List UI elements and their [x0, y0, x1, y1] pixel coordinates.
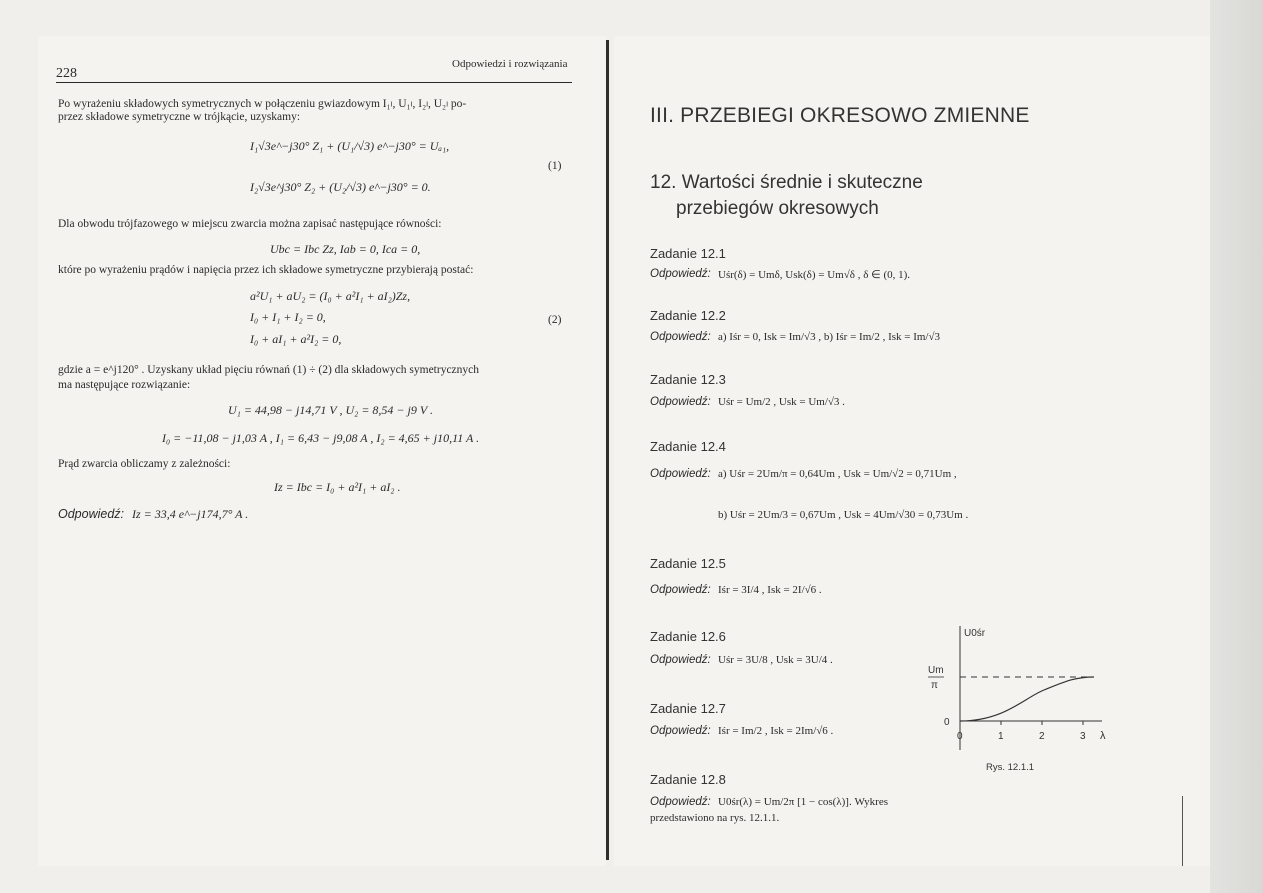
equation-2a: a²U₁ + aU₂ = (I₀ + a²I₁ + aI₂)Zz, — [250, 289, 411, 303]
y-axis-label: U0śr — [964, 628, 986, 639]
response-curve — [960, 677, 1094, 721]
equation-3: Iz = Ibc = I₀ + a²I₁ + aI₂ . — [274, 480, 401, 494]
task-answer: a) Iśr = 0, Isk = Im/√3 , b) Iśr = Im/2 , Isk = Im/√3 — [718, 331, 941, 343]
answer-value: Iz = 33,4 e^−j174,7° A . — [132, 507, 249, 521]
answer-label: Odpowiedź: — [650, 331, 711, 343]
answer-label: Odpowiedź: — [650, 396, 711, 408]
paragraph-1: Po wyrażeniu składowych symetrycznych w połączeniu gwiazdowym I₁ₗ, U₁ₗ, I₂ₗ, U₂ₗ po- — [58, 98, 467, 110]
task-title: Zadanie 12.3 — [650, 372, 726, 387]
task-answer: Iśr = 3I/4 , Isk = 2I/√6 . — [718, 584, 822, 596]
figure-caption: Rys. 12.1.1 — [986, 762, 1035, 773]
page-edge-mark — [1182, 796, 1183, 866]
x-tick-label: 0 — [957, 731, 963, 742]
x-tick-label: 1 — [998, 731, 1004, 742]
running-head: Odpowiedzi i rozwiązania — [452, 58, 568, 70]
answer-label: Odpowiedź: — [650, 584, 711, 596]
level-numerator: Um — [928, 665, 944, 676]
task-title: Zadanie 12.1 — [650, 246, 726, 261]
figure-12-1-1 — [924, 598, 1124, 788]
task-answer: Iśr = Im/2 , Isk = 2Im/√6 . — [718, 725, 834, 737]
task-answer-b: b) Uśr = 2Um/3 = 0,67Um , Usk = 4Um/√30 = 0,73Um . — [718, 509, 969, 521]
task-answer-b: przedstawiono na rys. 12.1.1. — [650, 812, 780, 824]
answer-label: Odpowiedź: — [650, 654, 711, 666]
equation-1a: I₁√3e^−j30° Z₁ + (U₁/√3) e^−j30° = Uₐ₁, — [250, 139, 450, 153]
answer-label: Odpowiedź: — [650, 268, 711, 280]
y-zero-label: 0 — [944, 717, 950, 728]
paragraph-5: Prąd zwarcia obliczamy z zależności: — [58, 458, 231, 470]
task-title: Zadanie 12.4 — [650, 439, 726, 454]
equation-fault: Ubc = Ibc Zz, Iab = 0, Ica = 0, — [270, 242, 421, 256]
paragraph-2: Dla obwodu trójfazowego w miejscu zwarcia można zapisać następujące równości: — [58, 218, 442, 230]
equation-2c: I₀ + aI₁ + a²I₂ = 0, — [250, 332, 342, 346]
section-title-line1: 12. Wartości średnie i skuteczne — [650, 172, 923, 193]
task-title: Zadanie 12.2 — [650, 308, 726, 323]
paragraph-3: które po wyrażeniu prądów i napięcia przez ich składowe symetryczne przybierają postać: — [58, 264, 474, 276]
equation-2-number: (2) — [548, 314, 562, 326]
task-answer: Uśr = Um/2 , Usk = Um/√3 . — [718, 396, 845, 408]
task-title: Zadanie 12.5 — [650, 556, 726, 571]
paragraph-4: gdzie a = e^j120° . Uzyskany układ pięciu równań (1) ÷ (2) dla składowych symetrycznych — [58, 364, 480, 376]
x-tick-label: 3 — [1080, 731, 1086, 742]
equation-2b: I₀ + I₁ + I₂ = 0, — [250, 310, 326, 324]
page-number: 228 — [56, 66, 77, 81]
equation-1b: I₂√3e^j30° Z₂ + (U₂/√3) e^−j30° = 0. — [250, 180, 431, 194]
answer-label: Odpowiedź: — [650, 796, 711, 808]
task-answer: a) Uśr = 2Um/π = 0,64Um , Usk = Um/√2 = 0,71Um , — [718, 468, 957, 480]
paragraph-1b: przez składowe symetryczne w trójkącie, uzyskamy: — [58, 111, 301, 123]
solution-voltages: U₁ = 44,98 − j14,71 V , U₂ = 8,54 − j9 V . — [228, 403, 433, 417]
section-title-line2: przebiegów okresowych — [676, 198, 879, 219]
chapter-title: III. PRZEBIEGI OKRESOWO ZMIENNE — [650, 104, 1030, 127]
task-answer: U0śr(λ) = Um/2π [1 − cos(λ)]. Wykres — [718, 796, 889, 808]
header-rule — [56, 82, 572, 83]
solution-currents: I₀ = −11,08 − j1,03 A , I₁ = 6,43 − j9,08 A , I₂ = 4,65 + j10,11 A . — [162, 431, 480, 445]
task-title: Zadanie 12.8 — [650, 772, 726, 787]
answer-label: Odpowiedź: — [58, 507, 125, 521]
answer-label: Odpowiedź: — [650, 468, 711, 480]
answer-label: Odpowiedź: — [650, 725, 711, 737]
right-page — [614, 36, 1210, 866]
equation-1-number: (1) — [548, 160, 562, 172]
x-tick-label: 2 — [1039, 731, 1045, 742]
left-page — [38, 36, 606, 866]
task-title: Zadanie 12.6 — [650, 629, 726, 644]
task-title: Zadanie 12.7 — [650, 701, 726, 716]
scanner-edge — [1210, 0, 1263, 893]
task-answer: Uśr(δ) = Umδ, Usk(δ) = Um√δ , δ ∈ (0, 1). — [718, 269, 911, 281]
paragraph-4b: ma następujące rozwiązanie: — [58, 379, 191, 391]
book-spine — [606, 40, 609, 860]
level-denominator: π — [931, 680, 938, 691]
x-axis-label: λ — [1100, 730, 1106, 742]
task-answer: Uśr = 3U/8 , Usk = 3U/4 . — [718, 654, 833, 666]
